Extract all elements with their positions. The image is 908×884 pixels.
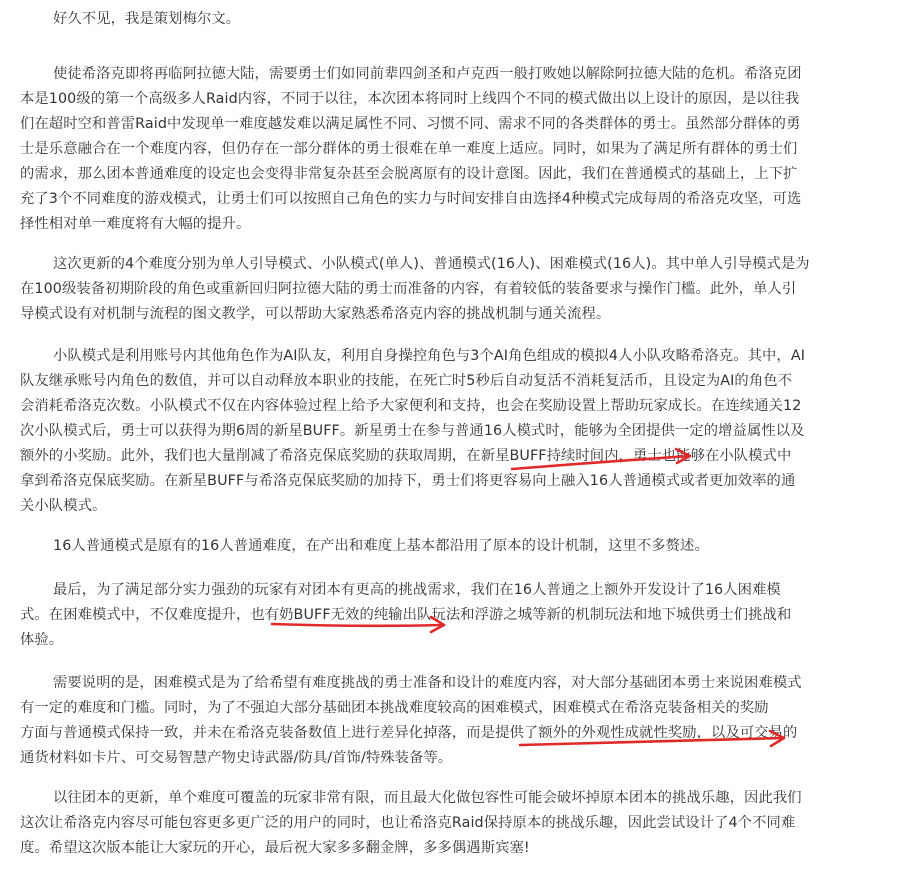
- text-line: 这次让希洛克内容尽可能包容更多更广泛的用户的同时，也让希洛克Raid保持原本的挑战乐趣，因此尝试设计了4个不同难: [20, 815, 796, 831]
- text-line: 充了3个不同难度的游戏模式，让勇士们可以按照自己角色的实力与时间安排自由选择4种模式完成每周的希洛克攻坚，可选: [20, 191, 802, 207]
- text-line: 式。在困难模式中，不仅难度提升，也有奶BUFF无效的纯输出队玩法和浮游之城等新的机制玩法和地下城供勇士们挑战和: [20, 607, 792, 623]
- text-line: 们在超时空和普雷Raid中发现单一难度越发难以满足属性不同、习惯不同、需求不同的各类群体的勇士。虽然部分群体的勇: [20, 116, 801, 132]
- text-line: 体验。: [20, 632, 64, 648]
- text-line: 有一定的难度和门槛。同时，为了不强迫大部分基础团本挑战难度较高的困难模式，困难模式在希洛克装备相关的奖励: [20, 700, 769, 716]
- text-line: 使徒希洛克即将再临阿拉德大陆，需要勇士们如同前辈四剑圣和卢克西一般打败她以解除阿拉德大陆的危机。希洛克团: [53, 66, 802, 82]
- text-line: 拿到希洛克保底奖励。在新星BUFF与希洛克保底奖励的加持下，勇士们将更容易向上融入16人普通模式或者更加效率的通: [20, 473, 796, 489]
- text-line: 关小队模式。: [20, 498, 107, 514]
- text-line: 小队模式是利用账号内其他角色作为AI队友，利用自身操控角色与3个AI角色组成的模拟4人小队攻略希洛克。其中，AI: [53, 348, 806, 364]
- text-line: 通货材料如卡片、可交易智慧产物史诗武器/防具/首饰/特殊装备等。: [20, 750, 453, 766]
- text-line: 度。希望这次版本能让大家玩的开心，最后祝大家多多翻金牌，多多偶遇斯宾塞!: [20, 840, 530, 856]
- text-line: 最后，为了满足部分实力强劲的玩家有对团本有更高的挑战需求，我们在16人普通之上额外开发设计了16人困难模: [53, 582, 781, 598]
- text-line: 队友继承账号内角色的数值，并可以自动释放本职业的技能，在死亡时5秒后自动复活不消耗复活币，且设定为AI的角色不: [20, 373, 793, 389]
- text-line: 16人普通模式是原有的16人普通难度，在产出和难度上基本都沿用了原本的设计机制，这里不多赘述。: [53, 538, 709, 554]
- text-line: 导模式设有对机制与流程的图文教学，可以帮助大家熟悉希洛克内容的挑战机制与通关流程。: [20, 306, 611, 322]
- text-line: 士是乐意融合在一个难度内容，但仍存在一部分群体的勇士很难在单一难度上适应。同时，如果为了满足所有群体的勇士们: [20, 141, 798, 157]
- text-line: 额外的小奖励。此外，我们也大量削减了希洛克保底奖励的获取周期，在新星BUFF持续时间内，勇士也能够在小队模式中: [20, 448, 792, 464]
- text-line: 会消耗希洛克次数。小队模式不仅在内容体验过程上给予大家便利和支持，也会在奖励设置上帮助玩家成长。在连续通关12: [20, 398, 802, 414]
- text-line: 择性相对单一难度将有大幅的提升。: [20, 216, 251, 232]
- text-line: 在100级装备初期阶段的角色或重新回归阿拉德大陆的勇士而准备的内容，有着较低的装备要求与操作门槛。此外，单人引: [20, 281, 797, 297]
- text-line: 需要说明的是，困难模式是为了给希望有难度挑战的勇士准备和设计的难度内容，对大部分基础团本勇士来说困难模式: [53, 675, 802, 691]
- text-line: 方面与普通模式保持一致，并未在希洛克装备数值上进行差异化掉落，而是提供了额外的外观性成就性奖励，以及可交易的: [20, 725, 798, 741]
- text-line: 好久不见，我是策划梅尔文。: [53, 11, 241, 27]
- text-line: 本是100级的第一个高级多人Raid内容，不同于以往，本次团本将同时上线四个不同的模式做出以上设计的原因，是以往我: [20, 91, 800, 107]
- text-line: 次小队模式后，勇士可以获得为期6周的新星BUFF。新星勇士在参与普通16人模式时，能够为全团提供一定的增益属性以及: [20, 423, 805, 439]
- text-line: 这次更新的4个难度分别为单人引导模式、小队模式(单人)、普通模式(16人)、困难模式(16人)。其中单人引导模式是为: [53, 256, 810, 272]
- text-line: 以往团本的更新，单个难度可覆盖的玩家非常有限，而且最大化做包容性可能会破坏掉原本团本的挑战乐趣，因此我们: [53, 790, 802, 806]
- text-line: 的需求，那么团本普通难度的设定也会变得非常复杂甚至会脱离原有的设计意图。因此，我们在普通模式的基础上，上下扩: [20, 166, 798, 182]
